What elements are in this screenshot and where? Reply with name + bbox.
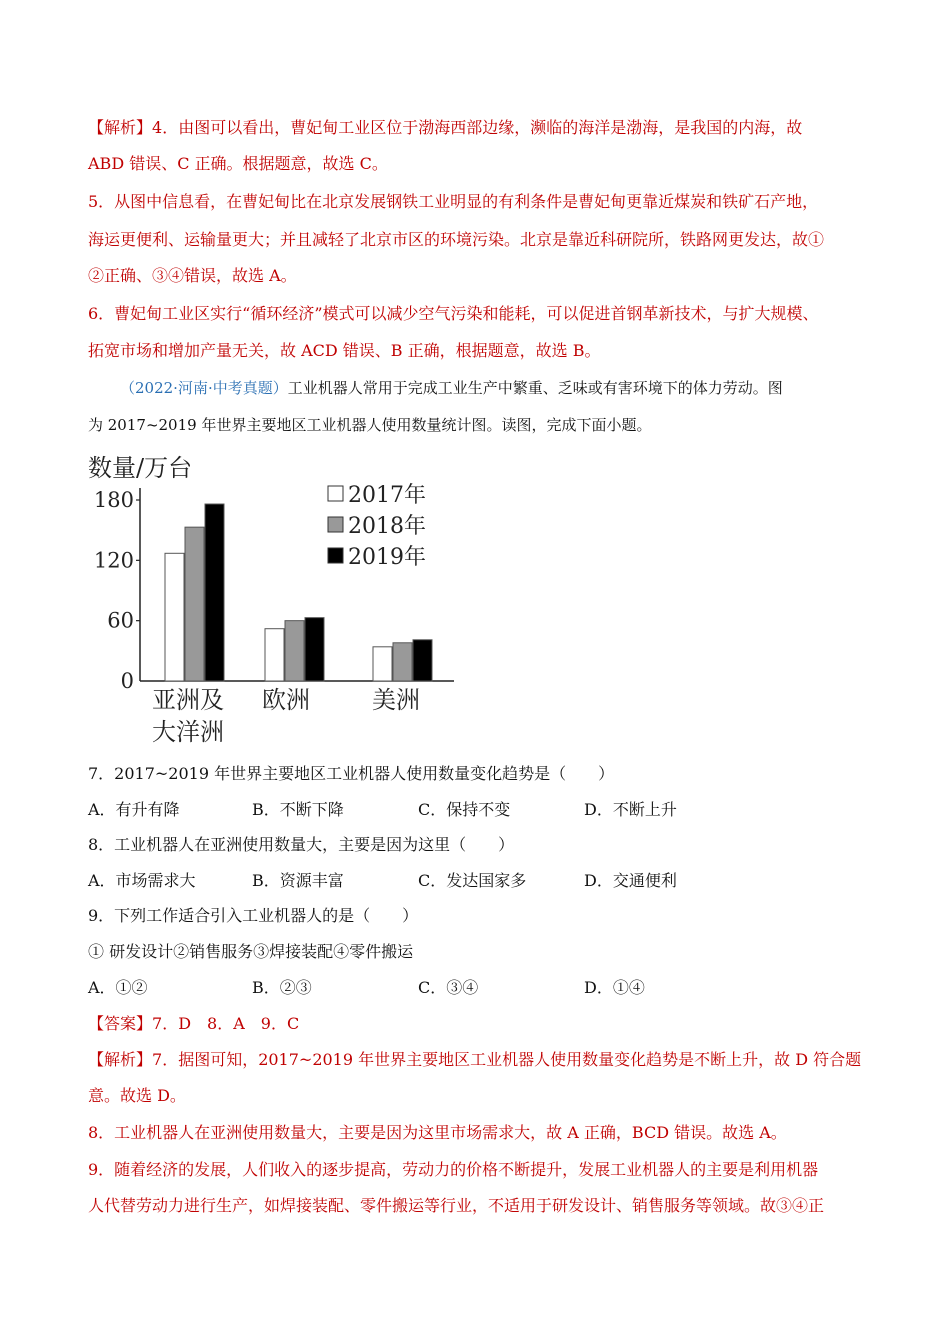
legend-swatch: [328, 548, 343, 563]
legend-swatch: [328, 517, 343, 532]
intro-line-1: [120, 378, 783, 398]
robot-usage-chart: [80, 448, 480, 748]
y-tick-label: 0: [120, 669, 134, 693]
y-tick-label: 180: [93, 488, 134, 512]
bar: [373, 647, 392, 681]
answer-text: 7．D 8．A 9．C: [152, 1014, 300, 1033]
analysis-line-5: 人代替劳动力进行生产，如焊接装配、零件搬运等行业，不适用于研发设计、销售服务等领域。故③④正: [88, 1196, 825, 1215]
analysis-line-1: [88, 1050, 861, 1070]
q7-option-c[interactable]: C．保持不变: [418, 800, 511, 819]
q9-option-c[interactable]: C．③④: [418, 978, 479, 997]
question-7: 7．2017~2019 年世界主要地区工业机器人使用数量变化趋势是（ ）: [88, 764, 615, 783]
answer-line: [88, 1014, 299, 1034]
bar: [413, 640, 432, 681]
bar: [205, 504, 224, 681]
bar: [305, 618, 324, 681]
analysis-prev-line-3: 5．从图中信息看，在曹妃甸比在北京发展钢铁工业明显的有利条件是曹妃甸更靠近煤炭和铁矿石产地，: [88, 192, 819, 211]
analysis-prev-line-1: [88, 118, 802, 138]
legend-label: 2017年: [348, 483, 426, 508]
q8-option-a[interactable]: A．市场需求大: [88, 871, 196, 890]
legend-label: 2019年: [348, 545, 426, 570]
analysis-text: 7．据图可知，2017~2019 年世界主要地区工业机器人使用数量变化趋势是不断上升，故 D 符合题: [152, 1050, 862, 1069]
x-category-label: 美洲: [372, 686, 420, 714]
bar: [185, 527, 204, 681]
analysis-prev-line-4: 海运更便利、运输量更大；并且减轻了北京市区的环境污染。北京是靠近科研院所，铁路网更发达，故①: [88, 230, 825, 249]
x-category-label: 欧洲: [262, 686, 310, 714]
intro-line-2: 为 2017~2019 年世界主要地区工业机器人使用数量统计图。读图，完成下面小题。: [88, 416, 652, 434]
x-category-label: 大洋洲: [152, 718, 224, 746]
analysis-line-3: 8．工业机器人在亚洲使用数量大，主要是因为这里市场需求大，故 A 正确，BCD 错误。故选 A。: [88, 1123, 787, 1142]
analysis-text: 4．由图可以看出，曹妃甸工业区位于渤海西部边缘，濒临的海洋是渤海，是我国的内海，故: [152, 118, 803, 137]
bar: [265, 629, 284, 681]
q8-option-c[interactable]: C．发达国家多: [418, 871, 527, 890]
q8-option-d[interactable]: D．交通便利: [584, 871, 677, 890]
y-tick-label: 120: [93, 548, 134, 573]
q7-option-a[interactable]: A．有升有降: [88, 800, 180, 819]
analysis-line-2: 意。故选 D。: [88, 1086, 186, 1105]
analysis-bracket: 【解析】: [88, 118, 153, 137]
q9-option-b[interactable]: B．②③: [252, 978, 312, 997]
bar: [285, 621, 304, 681]
q7-option-d[interactable]: D．不断上升: [584, 800, 677, 819]
q9-option-a[interactable]: A．①②: [88, 978, 148, 997]
intro-text: 工业机器人常用于完成工业生产中繁重、乏味或有害环境下的体力劳动。图: [287, 379, 783, 397]
q8-option-b[interactable]: B．资源丰富: [252, 871, 344, 890]
question-8: 8．工业机器人在亚洲使用数量大，主要是因为这里（ ）: [88, 835, 515, 854]
bar: [393, 643, 412, 681]
source-label: （2022·河南·中考真题）: [120, 379, 288, 397]
question-9: 9．下列工作适合引入工业机器人的是（ ）: [88, 906, 419, 925]
x-category-label: 亚洲及: [152, 686, 224, 714]
y-axis-label: 数量/万台: [88, 454, 193, 482]
answer-bracket: 【答案】: [88, 1014, 153, 1033]
legend-swatch: [328, 486, 343, 501]
analysis-prev-line-2: ABD 错误、C 正确。根据题意，故选 C。: [88, 154, 388, 173]
bar: [165, 553, 184, 681]
analysis-prev-line-6: 6．曹妃甸工业区实行“循环经济”模式可以减少空气污染和能耗，可以促进首钢革新技术，与扩大规模、: [88, 304, 819, 323]
legend-label: 2018年: [348, 514, 426, 539]
analysis-prev-line-5: ②正确、③④错误，故选 A。: [88, 266, 297, 285]
q7-option-b[interactable]: B．不断下降: [252, 800, 344, 819]
y-tick-label: 60: [107, 608, 134, 633]
question-9-items: ① 研发设计②销售服务③焊接装配④零件搬运: [88, 942, 414, 961]
q9-option-d[interactable]: D．①④: [584, 978, 645, 997]
analysis-bracket: 【解析】: [88, 1050, 153, 1069]
analysis-prev-line-7: 拓宽市场和增加产量无关，故 ACD 错误、B 正确，根据题意，故选 B。: [88, 341, 601, 360]
analysis-line-4: 9．随着经济的发展，人们收入的逐步提高，劳动力的价格不断提升，发展工业机器人的主要是利用机器: [88, 1160, 819, 1179]
